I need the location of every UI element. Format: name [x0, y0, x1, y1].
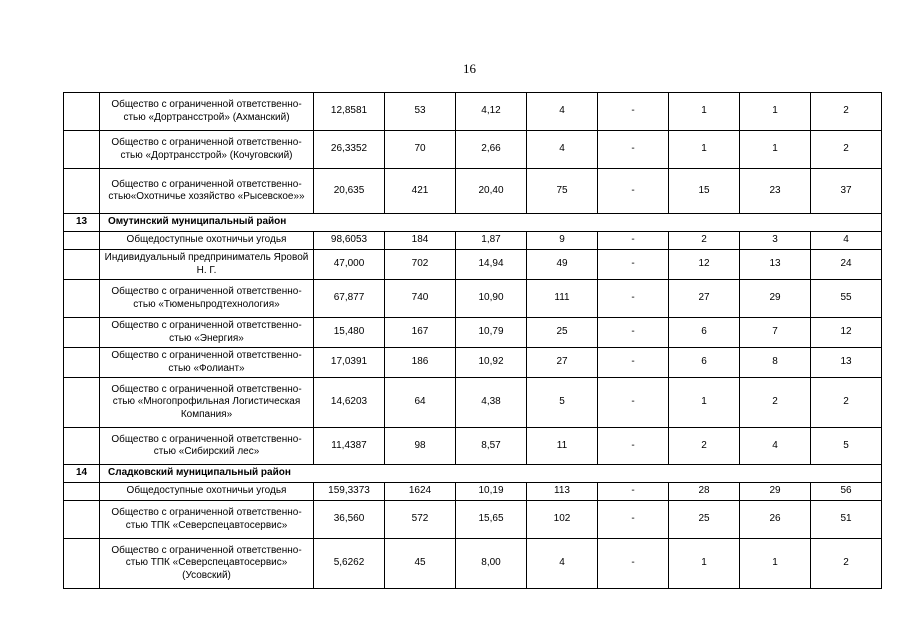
value-cell: 25 [669, 501, 740, 539]
value-cell: 4 [527, 539, 598, 589]
value-cell: 8,57 [456, 428, 527, 465]
table-row [64, 318, 882, 348]
value-cell: 1 [740, 539, 811, 589]
value-cell: 5 [527, 378, 598, 428]
land-user-name: Общество с ограниченной ответственно-стью «Дортрансстрой» (Ахманский) [100, 93, 314, 131]
value-cell: 2 [811, 131, 882, 169]
value-cell: 2 [811, 378, 882, 428]
value-cell: 8 [740, 348, 811, 378]
row-number-cell [64, 318, 100, 348]
land-user-name: Общество с ограниченной ответственно-стью ТПК «Северспецавтосервис» [100, 501, 314, 539]
value-cell: 10,90 [456, 280, 527, 318]
value-cell: 75 [527, 169, 598, 214]
value-cell: 4,12 [456, 93, 527, 131]
value-cell: 6 [669, 348, 740, 378]
value-cell: 11,4387 [314, 428, 385, 465]
value-cell: 5,6262 [314, 539, 385, 589]
value-cell: 98 [385, 428, 456, 465]
row-number-cell [64, 428, 100, 465]
land-user-name: Общество с ограниченной ответственно-стью «Сибирский лес» [100, 428, 314, 465]
section-row [64, 214, 882, 232]
section-title: Сладковский муниципальный район [100, 465, 882, 483]
row-number-cell [64, 378, 100, 428]
value-cell: - [598, 169, 669, 214]
section-number: 13 [64, 214, 100, 232]
page-number: 16 [463, 61, 476, 76]
value-cell: - [598, 318, 669, 348]
value-cell: 740 [385, 280, 456, 318]
value-cell: 7 [740, 318, 811, 348]
value-cell: 5 [811, 428, 882, 465]
value-cell: 1624 [385, 483, 456, 501]
row-number-cell [64, 348, 100, 378]
value-cell: 12 [669, 250, 740, 280]
value-cell: - [598, 250, 669, 280]
value-cell: 4 [527, 131, 598, 169]
row-number-cell [64, 232, 100, 250]
value-cell: 184 [385, 232, 456, 250]
value-cell: 10,19 [456, 483, 527, 501]
value-cell: - [598, 483, 669, 501]
value-cell: 13 [811, 348, 882, 378]
land-user-name: Общество с ограниченной ответственно-стью «Тюменьпродтехнология» [100, 280, 314, 318]
table-row [64, 483, 882, 501]
land-user-name: Общедоступные охотничьи угодья [100, 232, 314, 250]
table-row [64, 131, 882, 169]
value-cell: 11 [527, 428, 598, 465]
table-row [64, 348, 882, 378]
row-number-cell [64, 169, 100, 214]
value-cell: 14,94 [456, 250, 527, 280]
value-cell: 29 [740, 280, 811, 318]
value-cell: 2 [811, 93, 882, 131]
value-cell: 49 [527, 250, 598, 280]
value-cell: 8,00 [456, 539, 527, 589]
table-row [64, 539, 882, 589]
value-cell: 55 [811, 280, 882, 318]
value-cell: 2 [811, 539, 882, 589]
value-cell: 2 [669, 428, 740, 465]
section-row [64, 465, 882, 483]
section-title: Омутинский муниципальный район [100, 214, 882, 232]
value-cell: 70 [385, 131, 456, 169]
value-cell: 56 [811, 483, 882, 501]
value-cell: 23 [740, 169, 811, 214]
land-user-name: Общество с ограниченной ответственно-стью «Дортрансстрой» (Кочуговский) [100, 131, 314, 169]
value-cell: 45 [385, 539, 456, 589]
value-cell: 27 [669, 280, 740, 318]
value-cell: 1 [669, 131, 740, 169]
value-cell: 1 [669, 378, 740, 428]
value-cell: 47,000 [314, 250, 385, 280]
value-cell: - [598, 93, 669, 131]
value-cell: 2,66 [456, 131, 527, 169]
table-row [64, 378, 882, 428]
value-cell: 4 [527, 93, 598, 131]
value-cell: 1 [669, 93, 740, 131]
value-cell: 24 [811, 250, 882, 280]
value-cell: 2 [740, 378, 811, 428]
value-cell: 10,79 [456, 318, 527, 348]
table-row [64, 232, 882, 250]
row-number-cell [64, 280, 100, 318]
row-number-cell [64, 131, 100, 169]
value-cell: 26 [740, 501, 811, 539]
value-cell: 28 [669, 483, 740, 501]
value-cell: 4 [811, 232, 882, 250]
land-user-name: Общество с ограниченной ответственно-стью «Энергия» [100, 318, 314, 348]
value-cell: 20,40 [456, 169, 527, 214]
value-cell: 13 [740, 250, 811, 280]
value-cell: 36,560 [314, 501, 385, 539]
section-number: 14 [64, 465, 100, 483]
value-cell: 15,65 [456, 501, 527, 539]
value-cell: 1 [669, 539, 740, 589]
land-user-name: Общество с ограниченной ответственно-стью ТПК «Северспецавтосервис» (Усовский) [100, 539, 314, 589]
value-cell: - [598, 232, 669, 250]
value-cell: 3 [740, 232, 811, 250]
value-cell: 12 [811, 318, 882, 348]
value-cell: 102 [527, 501, 598, 539]
value-cell: 186 [385, 348, 456, 378]
value-cell: 167 [385, 318, 456, 348]
row-number-cell [64, 93, 100, 131]
value-cell: 159,3373 [314, 483, 385, 501]
value-cell: 51 [811, 501, 882, 539]
row-number-cell [64, 250, 100, 280]
value-cell: 6 [669, 318, 740, 348]
value-cell: - [598, 348, 669, 378]
value-cell: 37 [811, 169, 882, 214]
value-cell: 25 [527, 318, 598, 348]
row-number-cell [64, 483, 100, 501]
value-cell: 14,6203 [314, 378, 385, 428]
value-cell: - [598, 378, 669, 428]
value-cell: 26,3352 [314, 131, 385, 169]
land-user-name: Общество с ограниченной ответственно-стью «Фолиант» [100, 348, 314, 378]
table-row [64, 501, 882, 539]
value-cell: - [598, 428, 669, 465]
value-cell: 9 [527, 232, 598, 250]
value-cell: 10,92 [456, 348, 527, 378]
value-cell: 12,8581 [314, 93, 385, 131]
value-cell: 15 [669, 169, 740, 214]
value-cell: - [598, 539, 669, 589]
value-cell: 1 [740, 93, 811, 131]
value-cell: 15,480 [314, 318, 385, 348]
table-row [64, 428, 882, 465]
row-number-cell [64, 539, 100, 589]
value-cell: - [598, 280, 669, 318]
value-cell: 27 [527, 348, 598, 378]
value-cell: 20,635 [314, 169, 385, 214]
value-cell: 98,6053 [314, 232, 385, 250]
land-user-name: Индивидуальный предприниматель Яровой Н. Г. [100, 250, 314, 280]
value-cell: 53 [385, 93, 456, 131]
value-cell: 1 [740, 131, 811, 169]
land-user-name: Общество с ограниченной ответственно-стью«Охотничье хозяйство «Рысевское»» [100, 169, 314, 214]
value-cell: 113 [527, 483, 598, 501]
table-row [64, 93, 882, 131]
value-cell: 111 [527, 280, 598, 318]
value-cell: - [598, 501, 669, 539]
land-user-name: Общедоступные охотничьи угодья [100, 483, 314, 501]
value-cell: 67,877 [314, 280, 385, 318]
value-cell: 1,87 [456, 232, 527, 250]
value-cell: 2 [669, 232, 740, 250]
table-row [64, 169, 882, 214]
land-user-name: Общество с ограниченной ответственно-стью «Многопрофильная Логистическая Компания» [100, 378, 314, 428]
value-cell: 421 [385, 169, 456, 214]
value-cell: 572 [385, 501, 456, 539]
table-row [64, 250, 882, 280]
row-number-cell [64, 501, 100, 539]
hunting-grounds-table [63, 92, 882, 589]
value-cell: 4 [740, 428, 811, 465]
value-cell: 4,38 [456, 378, 527, 428]
value-cell: 702 [385, 250, 456, 280]
value-cell: - [598, 131, 669, 169]
table-row [64, 280, 882, 318]
value-cell: 64 [385, 378, 456, 428]
value-cell: 29 [740, 483, 811, 501]
value-cell: 17,0391 [314, 348, 385, 378]
